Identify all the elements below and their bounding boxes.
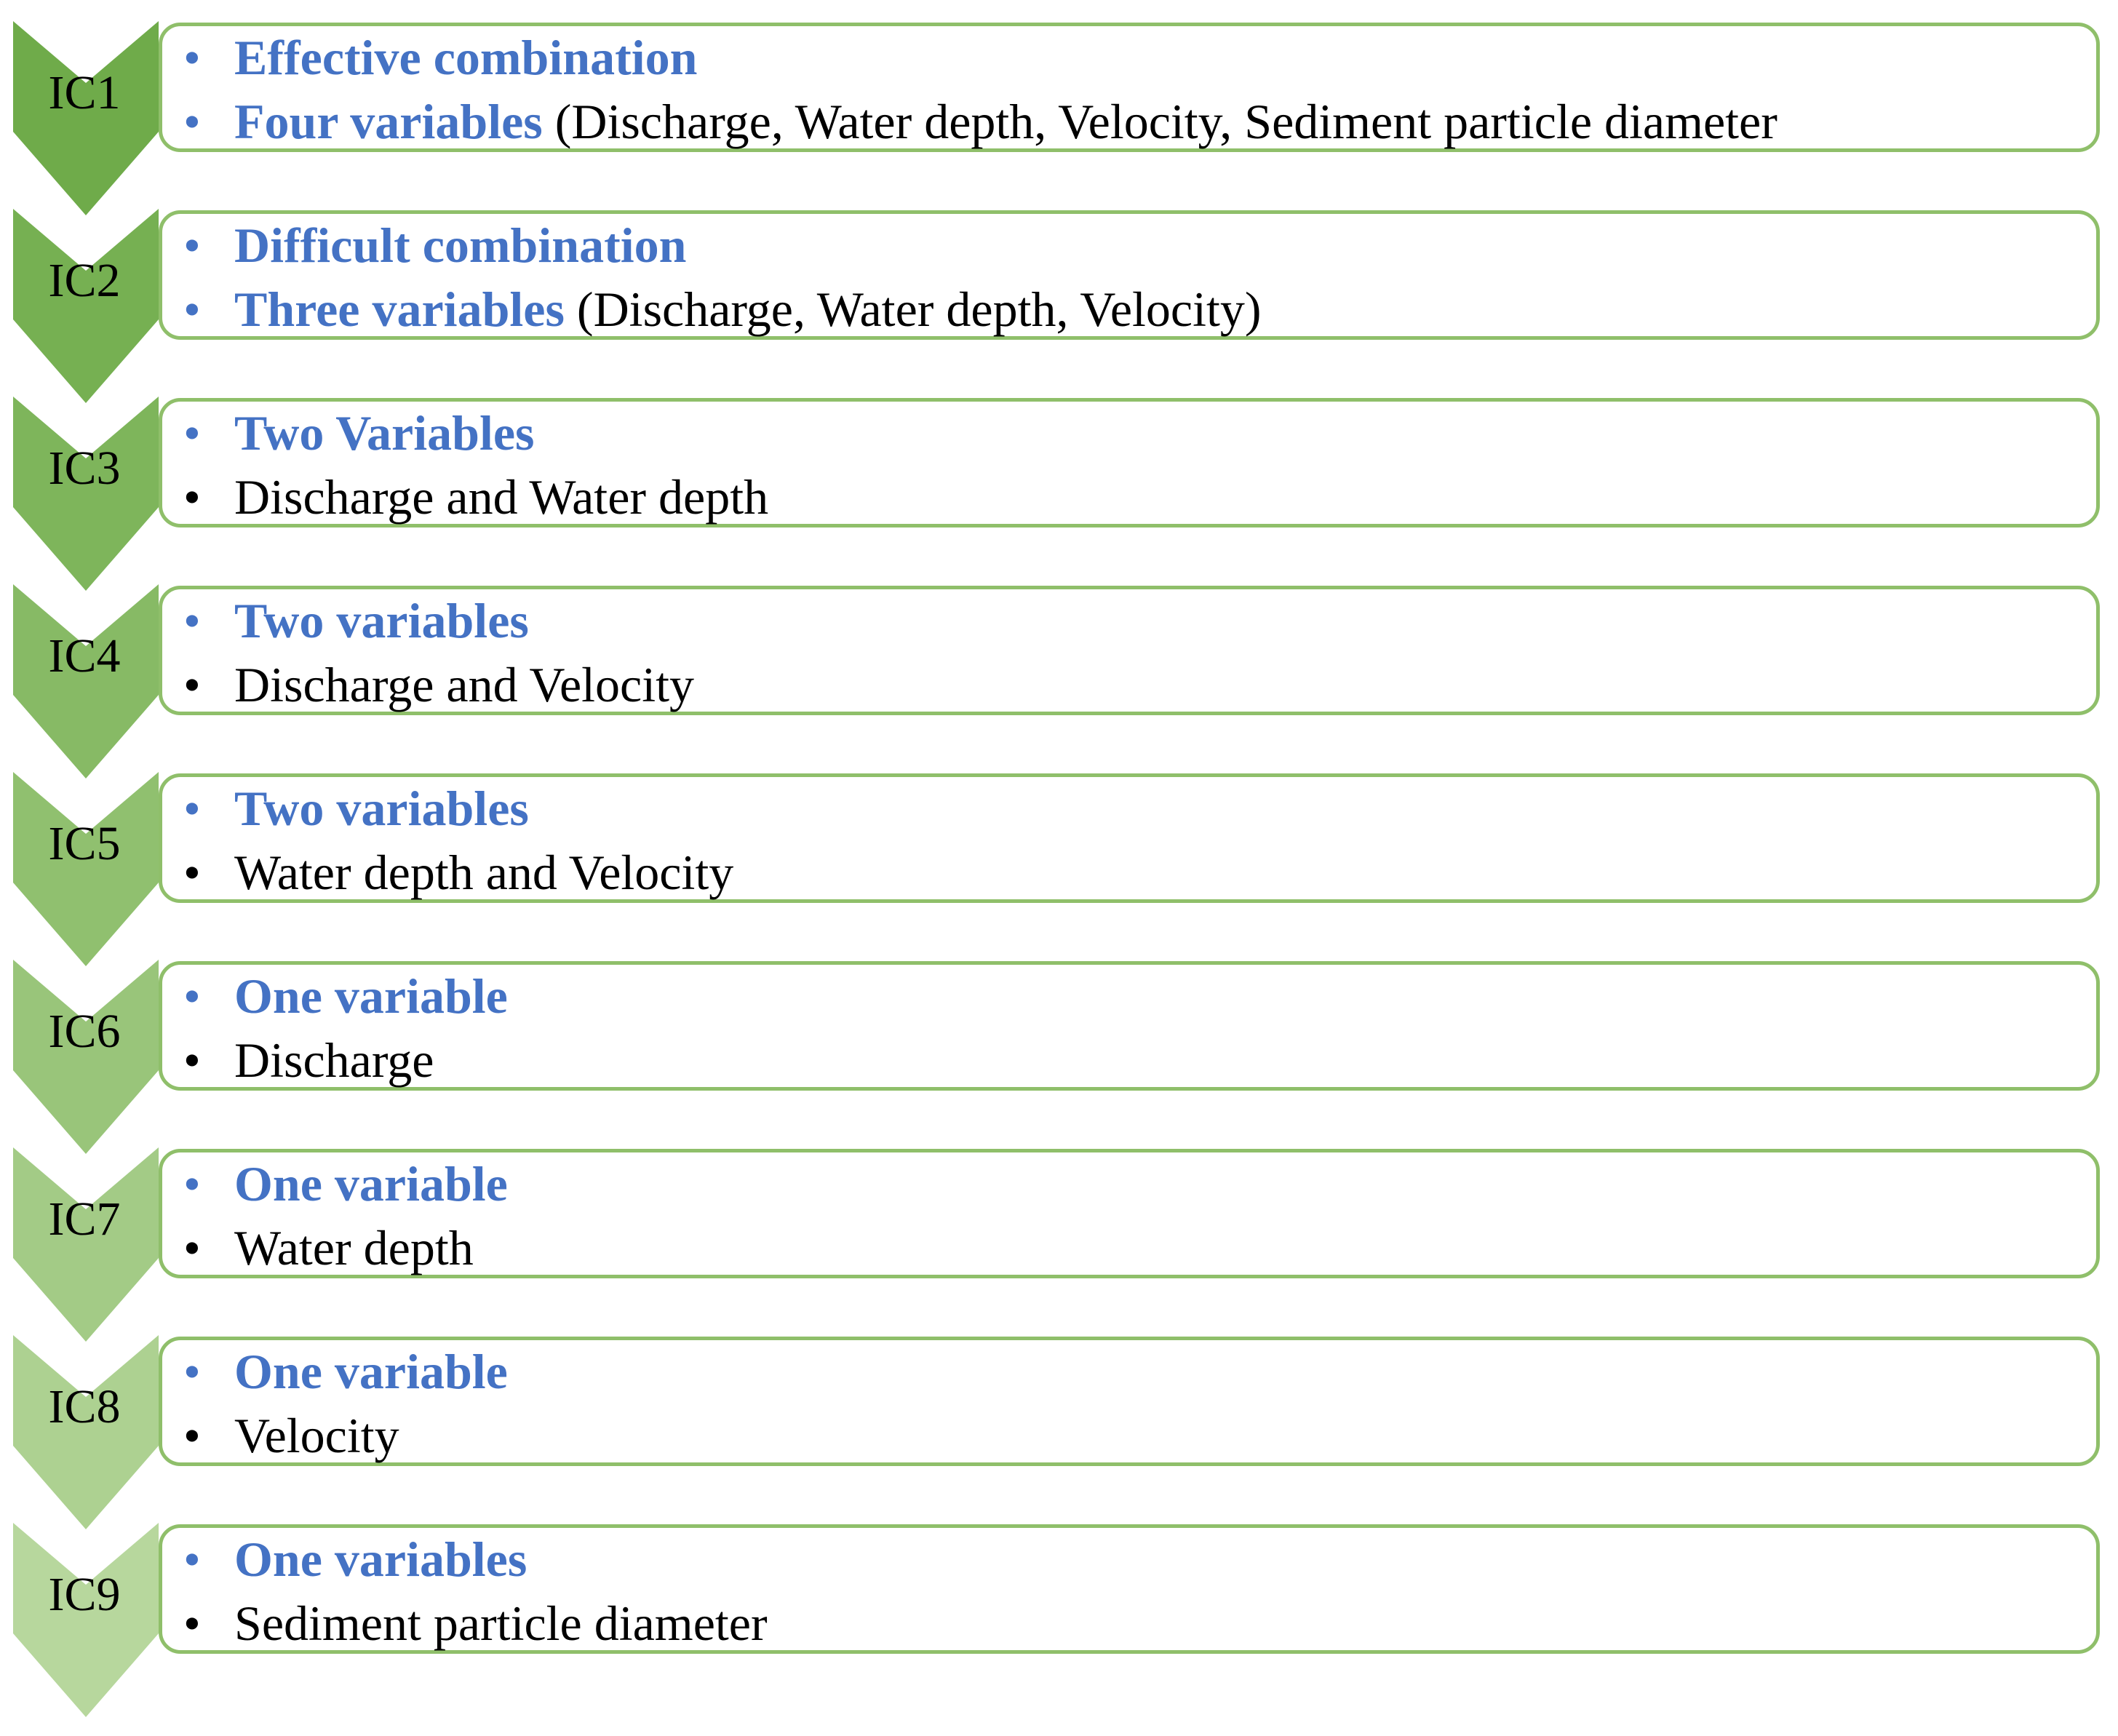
plain-text: Discharge bbox=[234, 1032, 434, 1088]
bullet-icon: • bbox=[183, 94, 201, 149]
stage-label: IC9 bbox=[48, 1568, 121, 1621]
stage-line bbox=[183, 1156, 508, 1211]
stage-line bbox=[183, 657, 694, 712]
bold-label: Two variables bbox=[234, 593, 529, 648]
bullet-icon: • bbox=[183, 1408, 201, 1463]
bold-label: Two Variables bbox=[234, 405, 535, 461]
stage-label: IC1 bbox=[48, 66, 121, 119]
bullet-icon: • bbox=[183, 218, 201, 273]
bullet-icon: • bbox=[183, 845, 201, 900]
bold-label: Effective combination bbox=[234, 30, 698, 85]
bullet-icon: • bbox=[183, 657, 201, 712]
stage-label: IC3 bbox=[48, 442, 121, 495]
stage-line bbox=[183, 405, 535, 461]
stage-line bbox=[183, 30, 698, 85]
bold-label: Difficult combination bbox=[234, 218, 687, 273]
stage-line bbox=[183, 469, 769, 525]
bullet-icon: • bbox=[183, 593, 201, 648]
bold-label: One variable bbox=[234, 968, 508, 1024]
stage-label: IC4 bbox=[48, 629, 121, 682]
stage-label: IC6 bbox=[48, 1005, 121, 1058]
plain-text: (Discharge, Water depth, Velocity, Sediment particle diameter bbox=[542, 94, 1777, 149]
bold-label: One variable bbox=[234, 1344, 508, 1399]
stage-label: IC5 bbox=[48, 817, 121, 870]
stage-label: IC2 bbox=[48, 254, 121, 307]
stage-line bbox=[183, 1032, 434, 1088]
bold-label: One variables bbox=[234, 1532, 527, 1587]
stage-line bbox=[183, 1596, 768, 1651]
stage-line bbox=[183, 593, 529, 648]
bullet-icon: • bbox=[183, 1532, 201, 1587]
bullet-icon: • bbox=[183, 968, 201, 1024]
plain-text: Discharge and Velocity bbox=[234, 657, 694, 712]
bullet-icon: • bbox=[183, 30, 201, 85]
plain-text: Sediment particle diameter bbox=[234, 1596, 768, 1651]
bullet-icon: • bbox=[183, 1596, 201, 1651]
bold-label: Three variables bbox=[234, 282, 565, 337]
plain-text: Velocity bbox=[234, 1408, 399, 1463]
stage-line bbox=[183, 218, 687, 273]
stage-line bbox=[183, 845, 734, 900]
bold-label: One variable bbox=[234, 1156, 508, 1211]
plain-text: Water depth bbox=[234, 1220, 474, 1275]
stage-line bbox=[183, 1220, 474, 1275]
stage-line bbox=[183, 1344, 508, 1399]
stage-line bbox=[183, 1532, 527, 1587]
bullet-icon: • bbox=[183, 282, 201, 337]
bullet-icon: • bbox=[183, 781, 201, 836]
bullet-icon: • bbox=[183, 1032, 201, 1088]
bold-label: Two variables bbox=[234, 781, 529, 836]
bullet-icon: • bbox=[183, 1156, 201, 1211]
stage-line bbox=[183, 1408, 399, 1463]
stage-line bbox=[183, 94, 1777, 149]
stage-line bbox=[183, 968, 508, 1024]
bullet-icon: • bbox=[183, 469, 201, 525]
bullet-icon: • bbox=[183, 1220, 201, 1275]
plain-text: (Discharge, Water depth, Velocity) bbox=[564, 282, 1262, 337]
plain-text: Water depth and Velocity bbox=[234, 845, 734, 900]
bold-label: Four variables bbox=[234, 94, 543, 149]
stage-line bbox=[183, 282, 1262, 337]
stage-label: IC8 bbox=[48, 1380, 121, 1433]
bullet-icon: • bbox=[183, 405, 201, 461]
stage-line bbox=[183, 781, 529, 836]
bullet-icon: • bbox=[183, 1344, 201, 1399]
stage-label: IC7 bbox=[48, 1192, 121, 1246]
plain-text: Discharge and Water depth bbox=[234, 469, 769, 525]
